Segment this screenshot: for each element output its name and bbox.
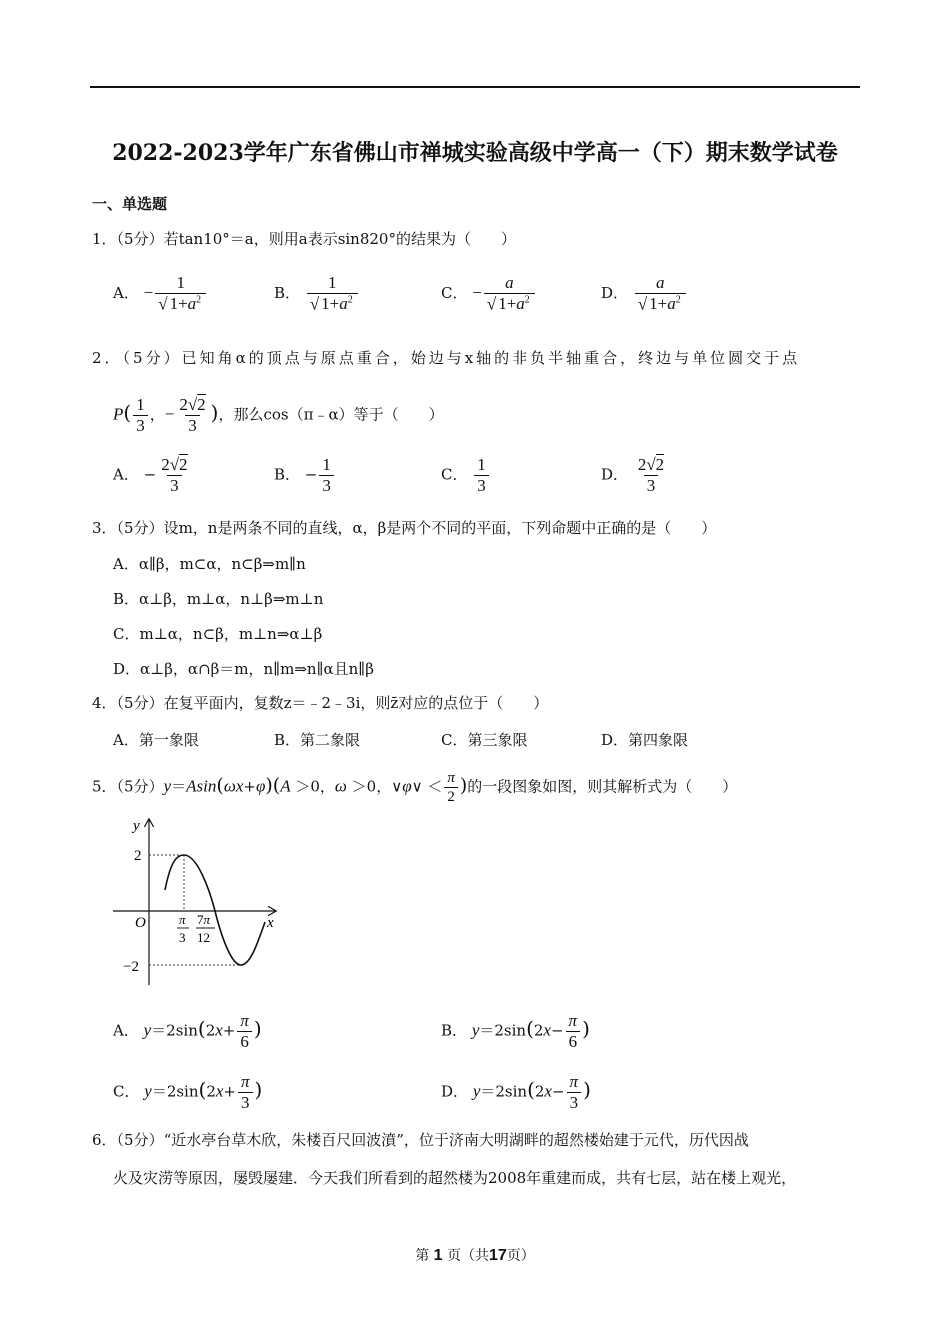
q5-option-d: D． y＝2sin(2x− $\frac{\pi}{3}$ ) <box>441 1072 591 1112</box>
q1-option-b <box>274 274 360 314</box>
q3-option-d: D．α⊥β，α∩β＝m，n∥m⇒n∥α且n∥β <box>113 660 374 678</box>
q1-c-formula: $\frac{a}{√ 1+a^2}$ <box>484 274 535 314</box>
page-title: 2022-2023学年广东省佛山市禅城实验高级中学高一（下）期末数学试卷 <box>112 140 838 166</box>
q4-option-a: A．第一象限 <box>113 731 199 749</box>
q5-option-b: B． y＝2sin(2x− $\frac{\pi}{6}$ ) <box>441 1011 590 1051</box>
x-tick-7pi-12 <box>196 912 215 945</box>
q3-option-c: C．m⊥α，n⊂β，m⊥n⇒α⊥β <box>113 625 323 643</box>
question-5-stem: 5．（5分）y＝Asin(ωx+φ)(A ＞0，ω ＞0，∨φ∨ ＜ $\frac{\pi}{2}$ )的一段图象如图，则其解析式为（ ） <box>92 770 738 805</box>
current-page: 1 <box>433 1247 443 1264</box>
q1-option-a: A． − $\frac{1}{√ 1+a^2}$ <box>113 274 208 314</box>
total-pages: 17 <box>489 1247 507 1264</box>
question-2-stem-line2: P( $\frac{1}{3}$ ，− $\frac{2√2}{3}$ )，那么cos（π﹣α）等于（ ） <box>113 395 444 435</box>
q4-option-d: D．第四象限 <box>601 731 689 749</box>
question-2-stem: 2．（5分）已知角α的顶点与原点重合，始边与x轴的非负半轴重合，终边与单位圆交于点 <box>92 349 801 367</box>
y-tick-top: 2 <box>134 848 142 864</box>
q5-option-c: C． y＝2sin(2x+ $\frac{\pi}{3}$ ) <box>113 1072 263 1112</box>
x-tick-pi-3 <box>177 912 189 945</box>
question-1-stem: 1．（5分）若tan10°＝a，则用a表示sin820°的结果为（ ） <box>92 230 516 248</box>
q2-option-a: A． − $\frac{2√2}{3}$ <box>113 455 188 495</box>
page-footer: 第 1 页（共17页） <box>415 1247 535 1264</box>
q1-option-d <box>601 274 688 314</box>
q2-option-c: C． $\frac{1}{3}$ <box>441 456 491 495</box>
x-axis-label: x <box>267 915 274 931</box>
q3-option-b: B．α⊥β，m⊥α，n⊥β⇒m⊥n <box>113 590 324 608</box>
section-heading: 一、单选题 <box>92 195 168 213</box>
svg-text:7π: 7π <box>197 912 211 927</box>
question-4-stem: 4．（5分）在复平面内，复数z＝﹣2﹣3i，则z̄对应的点位于（ ） <box>92 694 549 712</box>
y-axis-label: y <box>133 818 140 834</box>
option-label: B． <box>274 284 301 303</box>
question-3-stem: 3．（5分）设m，n是两条不同的直线，α，β是两个不同的平面，下列命题中正确的是（ ） <box>92 519 717 537</box>
sine-graph-figure <box>105 810 285 990</box>
y-tick-bottom: −2 <box>123 959 139 975</box>
q1-b-formula: $\frac{1}{√ 1+a^2}$ <box>307 274 358 314</box>
q1-a-formula: $\frac{1}{√ 1+a^2}$ <box>155 274 206 314</box>
question-6-line1: 6．（5分）“近水亭台草木欣，朱楼百尺回波濆”，位于济南大明湖畔的超然楼始建于元代，历代因战 <box>92 1131 749 1149</box>
svg-text:12: 12 <box>197 930 210 945</box>
q1-option-c: C． − $\frac{a}{√ 1+a^2}$ <box>441 274 537 314</box>
q2-option-d: D． $\frac{2√2}{3}$ <box>601 455 665 495</box>
option-label: D． <box>601 284 629 303</box>
question-6-line2: 火及灾涝等原因，屡毁屡建．今天我们所看到的超然楼为2008年重建而成，共有七层，站在楼上观光， <box>113 1169 797 1187</box>
option-label: A． <box>113 284 139 303</box>
svg-text:π: π <box>179 912 186 927</box>
q5-option-a: A． y＝2sin(2x+ $\frac{\pi}{6}$ ) <box>113 1011 262 1051</box>
svg-text:3: 3 <box>179 930 186 945</box>
q4-option-c: C．第三象限 <box>441 731 528 749</box>
q1-d-formula: $\frac{a}{√ 1+a^2}$ <box>635 274 686 314</box>
q4-option-b: B．第二象限 <box>274 731 361 749</box>
q3-option-a: A．α∥β，m⊂α，n⊂β⇒m∥n <box>113 555 306 573</box>
option-label: C． <box>441 284 468 303</box>
sine-curve <box>165 855 265 965</box>
origin-label: O <box>135 915 146 931</box>
q2-option-b: B． − $\frac{1}{3}$ <box>274 456 336 495</box>
top-rule <box>90 86 860 88</box>
